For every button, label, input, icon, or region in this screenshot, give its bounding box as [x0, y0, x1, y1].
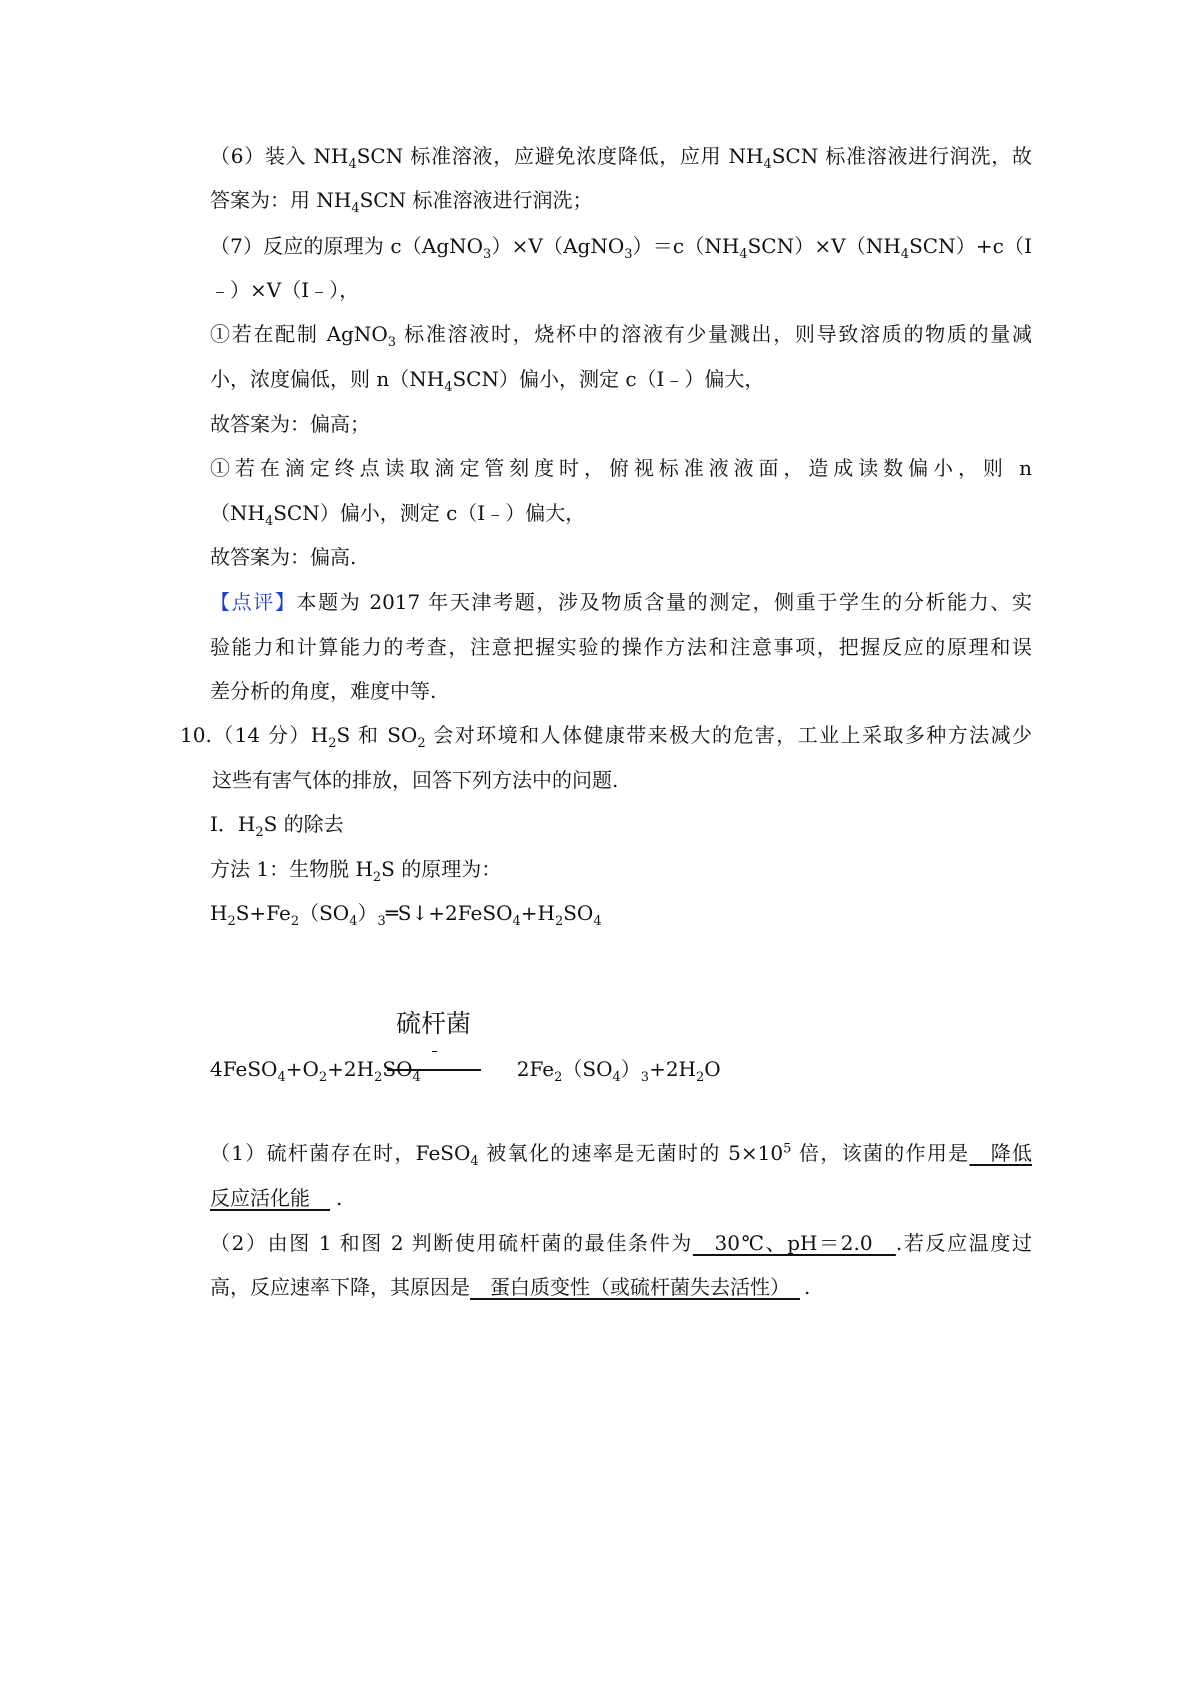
section-heading: Ⅰ．$H_2S$ 的除去 [210, 812, 344, 840]
review-line-1: 【点评】本题为 2017 年天津考题，涉及物质含量的测定，侧重于学生的分析能力、实 [210, 590, 1033, 614]
answer-blank-1b: 反应活化能 [210, 1186, 330, 1210]
sub-question-1-line-1: （1）硫杆菌存在时，FeSO$_4$ 被氧化的速率是无菌时的 $5\times 10^5$ 倍，该菌的作用是 降低 [210, 1141, 1032, 1169]
equation-2: $4FeSO_4+O_2+2H_2SO_4$ $2Fe_2(SO_4)_3+2H_2O$ [210, 1057, 721, 1085]
method-1-intro: 方法 1：生物脱 $H_2S$ 的原理为： [210, 857, 502, 885]
catalyst-tick [432, 1051, 437, 1052]
answer-6-line-1: （6）装入 $NH_4SCN$ 标准溶液，应避免浓度降低，应用 $NH_4SCN$ 标准溶液进行润洗，故 [210, 144, 1032, 172]
answer-7-line-6: ①若在滴定终点读取滴定管刻度时，俯视标准液液面，造成读数偏小，则 n [210, 456, 1032, 480]
answer-blank-2a: 30℃、pH＝2.0 [692, 1231, 896, 1255]
sub-question-2-line-2: 高，反应速率下降，其原因是 蛋白质变性（或硫杆菌失去活性） . [210, 1275, 811, 1299]
answer-blank-1a: 降低 [969, 1141, 1032, 1165]
sub-question-1-line-2: 反应活化能 . [210, 1186, 343, 1210]
sub-question-2-line-1: （2）由图 1 和图 2 判断使用硫杆菌的最佳条件为 30℃、pH＝2.0 .若反应温度过 [210, 1231, 1033, 1255]
answer-7-line-7: $(NH_4SCN)$偏小，测定 c（I﹣）偏大， [210, 501, 586, 529]
question-10-line-2: 这些有害气体的排放，回答下列方法中的问题. [212, 768, 619, 792]
equation-1: $H_2S+Fe_2(SO_4)_3═S↓+2FeSO_4+H_2SO_4$ [210, 901, 602, 929]
question-10-line-1: 10.（14 分）$H_2S$ 和 $SO_2$ 会对环境和人体健康带来极大的危害，工业上采取多种方法减少 [180, 723, 1033, 751]
answer-blank-2b: 蛋白质变性（或硫杆菌失去活性） [470, 1275, 800, 1299]
review-tag: 【点评】 [210, 590, 297, 614]
answer-7-line-3: ①若在配制 AgNO$_3$ 标准溶液时，烧杯中的溶液有少量溅出，则导致溶质的物质的量减 [210, 322, 1033, 350]
review-line-2: 验能力和计算能力的考查，注意把握实验的操作方法和注意事项，把握反应的原理和误 [210, 635, 1032, 659]
reaction-arrow-line [387, 1069, 481, 1071]
answer-7-line-2: ﹣）×V（I﹣）， [210, 278, 360, 302]
answer-7-line-1: （7）反应的原理为 $c(AgNO_3)\times V(AgNO_3)=c(NH_4SCN)\times V(NH_4SCN)+c(I$ [210, 234, 1032, 262]
answer-7-line-8: 故答案为：偏高. [210, 545, 357, 569]
answer-7-line-4: 小，浓度偏低，则 $n(NH_4SCN)$偏小，测定 c（I﹣）偏大， [210, 367, 765, 395]
answer-7-line-5: 故答案为：偏高； [210, 412, 370, 436]
answer-6-line-2: 答案为：用 $NH_4SCN$ 标准溶液进行润洗； [210, 188, 593, 216]
catalyst-label: 硫杆菌 [396, 1009, 472, 1038]
review-line-3: 差分析的角度，难度中等. [210, 679, 437, 703]
